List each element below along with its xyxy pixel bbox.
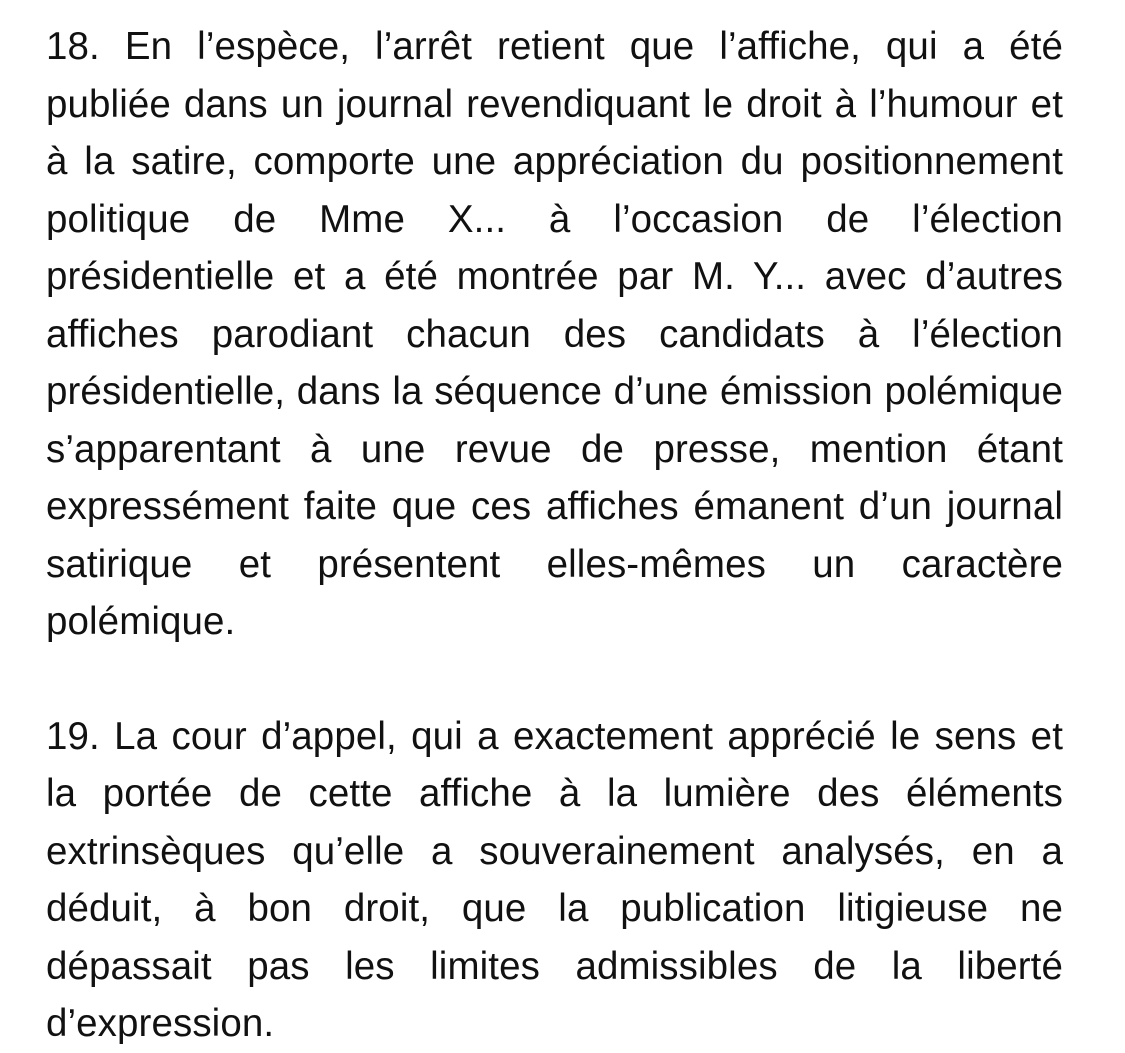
paragraph-18: 18. En l’espèce, l’arrêt retient que l’affiche, qui a été publiée dans un journal revendiquant le droit à l’humour et à la satire, comporte une appréciation du positionnement politique de Mme X... à l’occasion de l’élection présidentielle et a été montrée par M. Y... avec d’autres affiches parodiant chacun des candidats à l’élection présidentielle, dans la séquence d’une émission polémique s’apparentant à une revue de presse, mention étant expressément faite que ces affiches émanent d’un journal satirique et présentent elles-mêmes un caractère polémique. — [46, 25, 1063, 643]
paragraph-19: 19. La cour d’appel, qui a exactement apprécié le sens et la portée de cette affiche à la lumière des éléments extrinsèques qu’elle a souverainement analysés, en a déduit, à bon droit, que la publication litigieuse ne dépassait pas les limites admissibles de la liberté d’expression. — [46, 714, 1063, 1045]
legal-document-text — [46, 18, 1063, 1053]
